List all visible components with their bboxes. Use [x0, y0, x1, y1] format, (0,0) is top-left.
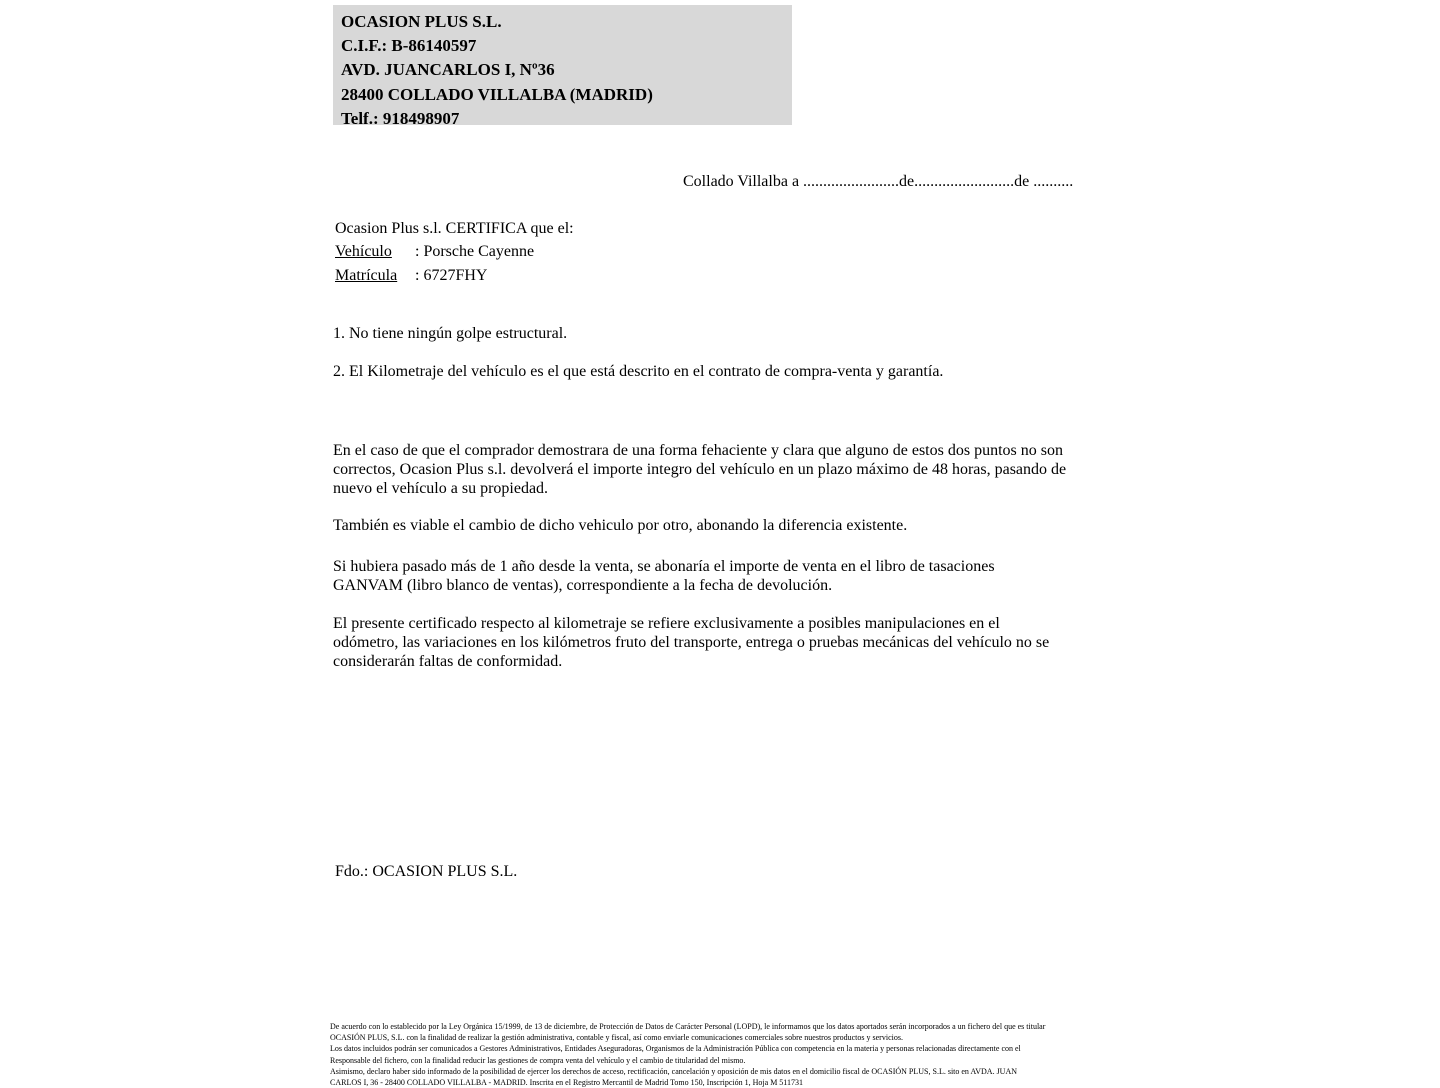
company-phone: Telf.: 918498907 [341, 108, 460, 128]
paragraph-odometer-disclaimer: El presente certificado respecto al kilometraje se refiere exclusivamente a posibles manipulaciones en el odómetro, las variaciones en los kilómetros fruto del transporte, entrega o pruebas mecánicas del vehículo no se considerarán faltas de conformidad. [333, 615, 1050, 671]
certificate-point-1: 1. No tiene ningún golpe estructural. [333, 325, 568, 342]
legal-footer-line-3: Los datos incluidos podrán ser comunicados a Gestores Administrativos, Entidades Aseguradoras, Organismos de la Administración Pública con competencia en la materia y personas relacionadas directamente con el [330, 1044, 1021, 1054]
vehicle-value: : Porsche Cayenne [415, 243, 535, 261]
certificate-point-2: 2. El Kilometraje del vehículo es el que está descrito en el contrato de compra-venta y garantía. [333, 363, 944, 380]
company-cif: C.I.F.: B-86140597 [341, 36, 477, 56]
vehicle-label: Vehículo [335, 243, 392, 261]
paragraph-exchange-option: También es viable el cambio de dicho vehiculo por otro, abonando la diferencia existente. [333, 517, 908, 534]
company-name: OCASION PLUS S.L. [341, 12, 502, 31]
certification-block [335, 217, 574, 287]
paragraph-ganvam-valuation: Si hubiera pasado más de 1 año desde la venta, se abonaría el importe de venta en el libro de tasaciones GANVAM (libro blanco de ventas), correspondiente a la fecha de devolución. [333, 558, 995, 595]
paragraph-refund-condition: En el caso de que el comprador demostrara de una forma fehaciente y clara que alguno de estos dos puntos no son correctos, Ocasion Plus s.l. devolverá el importe integro del vehículo en un plazo máximo de 48 horas, pasando de nuevo el vehículo a su propiedad. [333, 442, 1067, 498]
legal-footer-line-4: Responsable del fichero, con la finalidad reducir las gestiones de compra venta del vehículo y el cambio de titularidad del mismo. [330, 1055, 746, 1065]
vehicle-row [335, 240, 574, 263]
certify-intro: Ocasion Plus s.l. CERTIFICA que el: [335, 220, 574, 237]
plate-value: : 6727FHY [415, 266, 488, 284]
legal-footer-line-1: De acuerdo con lo establecido por la Ley Orgánica 15/1999, de 13 de diciembre, de Protección de Datos de Carácter Personal (LOPD), le informamos que los datos aportados serán incorporados a un fichero del que es titular [330, 1022, 1046, 1031]
legal-footer-line-5: Asimismo, declaro haber sido informado de la posibilidad de ejercer los derechos de acceso, rectificación, cancelación y oposición de mis datos en el domicilio fiscal de OCASIÓN PLUS, S.L. sito en AVDA. JUAN [330, 1066, 1018, 1076]
company-header-block [333, 5, 792, 128]
signature-line: Fdo.: OCASION PLUS S.L. [335, 863, 518, 880]
plate-label: Matrícula [335, 266, 398, 284]
legal-footer-line-2: OCASIÓN PLUS, S.L. con la finalidad de realizar la gestión administrativa, contable y fiscal, así como enviarle comunicaciones comerciales sobre nuestros productos y servicios. [330, 1033, 903, 1043]
company-address: AVD. JUANCARLOS I, Nº36 [341, 60, 555, 80]
date-line: Collado Villalba a ........................de.........................de .......... [683, 173, 1074, 190]
company-city: 28400 COLLADO VILLALBA (MADRID) [341, 84, 653, 104]
legal-footer [330, 1021, 1120, 1088]
plate-row [335, 264, 574, 287]
legal-footer-line-6: CARLOS I, 36 - 28400 COLLADO VILLALBA - MADRID. Inscrita en el Registro Mercantil de Madrid Tomo 150, Inscripción 1, Hoja M 511731 [330, 1078, 804, 1088]
